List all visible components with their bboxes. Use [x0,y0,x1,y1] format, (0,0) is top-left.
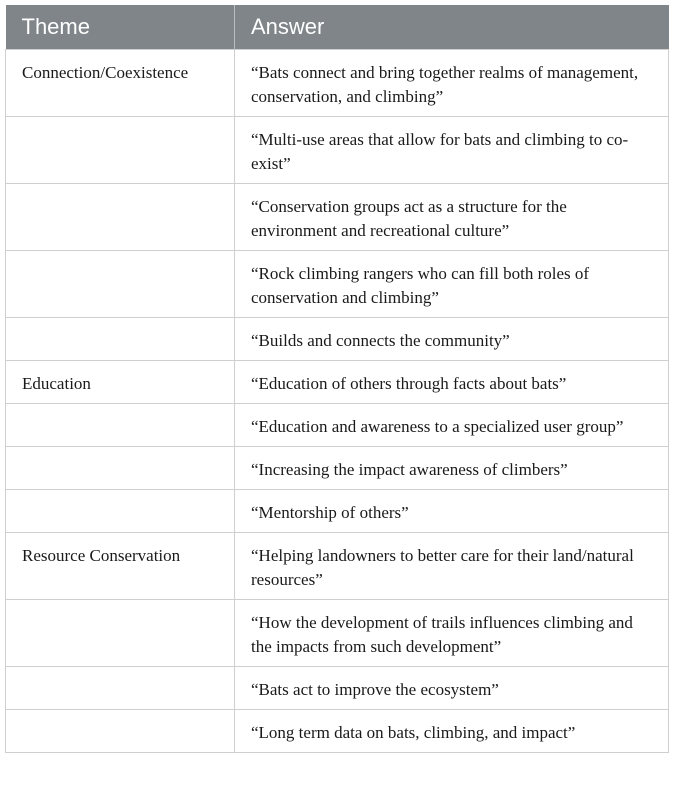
table-row [6,360,669,403]
themes-table [5,5,669,753]
theme-cell [6,403,235,446]
answer-cell: “Conservation groups act as a structure for the environment and recreational culture” [235,183,669,250]
table-row [6,116,669,183]
answer-cell: “Education and awareness to a specialized user group” [235,403,669,446]
table-row [6,489,669,532]
answer-cell: “Builds and connects the community” [235,317,669,360]
theme-cell [6,116,235,183]
answer-cell: “Education of others through facts about bats” [235,360,669,403]
column-header-theme: Theme [6,5,235,49]
theme-cell [6,446,235,489]
answer-cell: “Mentorship of others” [235,489,669,532]
theme-cell: Education [6,360,235,403]
answer-cell: “Bats act to improve the ecosystem” [235,666,669,709]
table-row [6,666,669,709]
table-row [6,403,669,446]
table-header-row [6,5,669,49]
theme-cell [6,599,235,666]
theme-cell [6,489,235,532]
answer-cell: “Rock climbing rangers who can fill both roles of conservation and climbing” [235,250,669,317]
table-row [6,49,669,116]
theme-cell: Resource Conservation [6,532,235,599]
table-body [6,49,669,752]
table-row [6,446,669,489]
table-row [6,183,669,250]
answer-cell: “Increasing the impact awareness of climbers” [235,446,669,489]
answer-cell: “How the development of trails influences climbing and the impacts from such development” [235,599,669,666]
answer-cell: “Long term data on bats, climbing, and impact” [235,709,669,752]
theme-cell [6,666,235,709]
table-row [6,250,669,317]
answer-cell: “Multi-use areas that allow for bats and climbing to co-exist” [235,116,669,183]
table-row [6,532,669,599]
answer-cell: “Bats connect and bring together realms of management, conservation, and climbing” [235,49,669,116]
theme-cell [6,183,235,250]
table-row [6,599,669,666]
answer-cell: “Helping landowners to better care for their land/natural resources” [235,532,669,599]
theme-cell [6,317,235,360]
table-row [6,317,669,360]
theme-cell: Connection/Coexistence [6,49,235,116]
theme-cell [6,250,235,317]
column-header-answer: Answer [235,5,669,49]
table-row [6,709,669,752]
theme-cell [6,709,235,752]
